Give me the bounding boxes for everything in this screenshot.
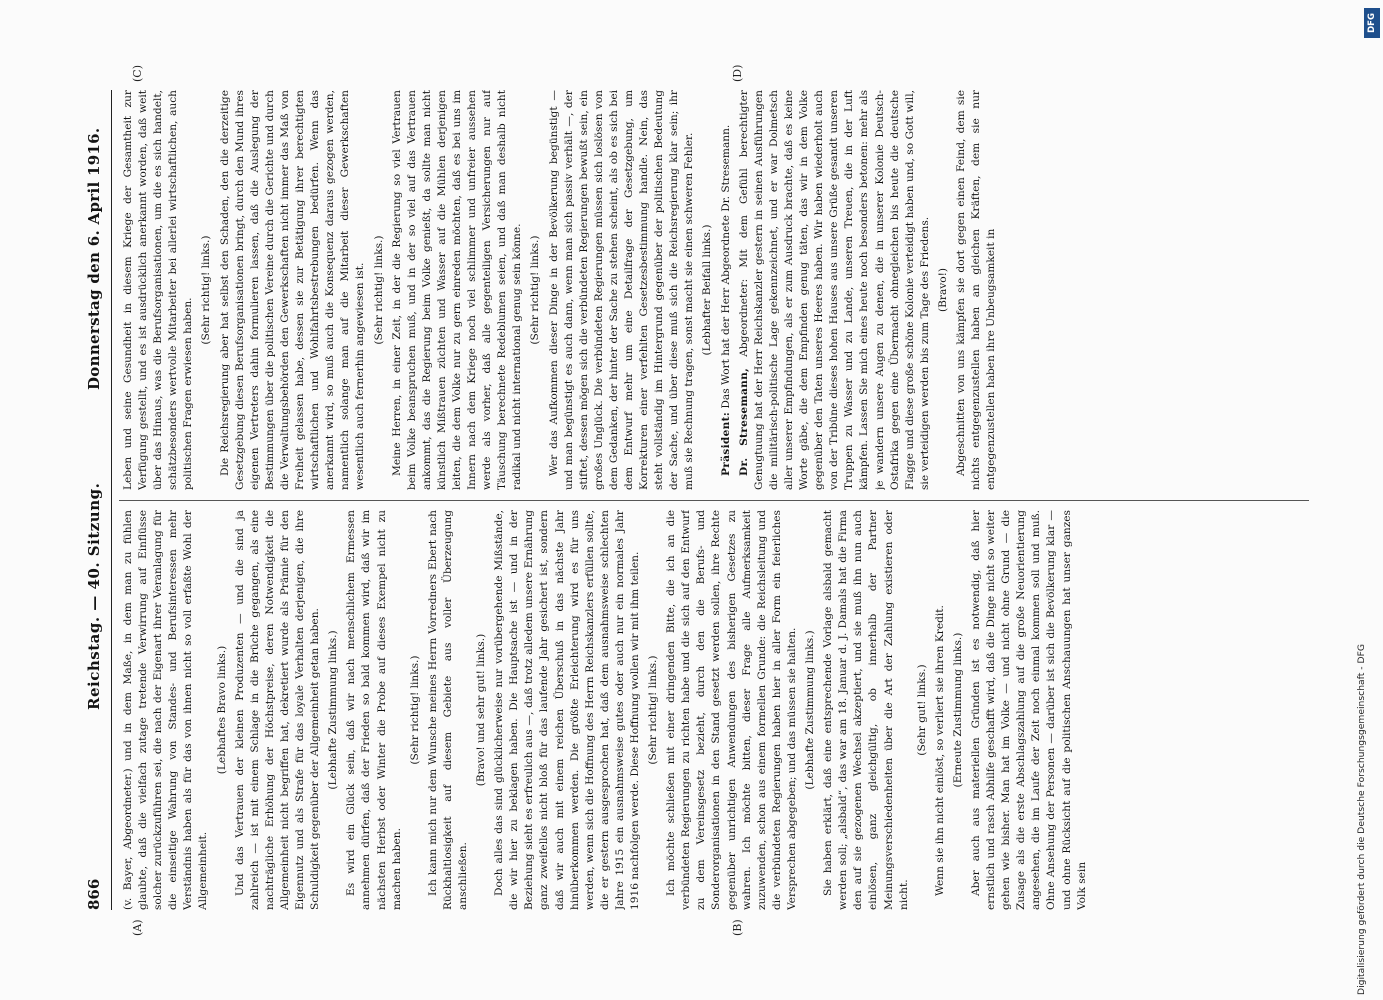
paragraph: Wer das Aufkommen dieser Dinge in der Bevölkerung begünstigt — und man begünstigt es auch dann, wenn man sich passiv verhält —, der stiftet, dessen mögen sich die verbündeten Regierungen bewußt sein, ein großes Unglück. Die verbündeten Regierungen müssen sich loslösen von dem Gedanken, der hinter der Sache zu stehen scheint, als ob es sich bei dem Entwurf mehr um eine Detailfrage der Gesetzgebung, um Korrekturen einer verfehlten Gesetzesbestimmung handle. Nein, das steht vollständig im Hintergrund gegenüber der politischen Bedeutung der Sache, und über diese muß sich die Reichsregierung klar sein; ihr muß sie Rechnung tragen, sonst macht sie einen schweren Fehler.: [547, 90, 696, 490]
left-column: [121, 510, 1301, 910]
column-divider: [119, 500, 1309, 501]
paragraph: Und das Vertrauen der kleinen Produzenten — und die sind ja zahlreich — ist mit einem Schlage in die Brüche gegangen, als eine nachträgliche Erhöhung der Höchstpreise, deren Notwendigkeit die Allgemeinheit nicht begriffen hat, dekretiert wurde als Prämie für den Eigennutz und als Strafe für das loyale Verhalten derjenigen, die ihre Schuldigkeit gegenüber der Allgemeinheit getan haben.: [233, 510, 322, 910]
rotated-page-content: [41, 50, 1341, 950]
president-statement: [719, 90, 734, 490]
stage-direction: (Lebhafte Zustimmung links.): [327, 630, 340, 790]
paragraph: Ich möchte schließen mit einer dringenden Bitte, die ich an die verbündeten Regierungen zu richten habe und die sich auf den Entwurf zu dem Vereinsgesetz bezieht, durch den die Berufs- und Sonderorganisationen in den Stand gesetzt werden sollen, ihre Rechte gegenüber unrichtigen Anwendungen des bisherigen Gesetzes zu wahren. Ich möchte bitten, dieser Frage alle Aufmerksamkeit zuzuwenden, schon aus einem formellen Grunde: die Reichsleitung und die verbündeten Regierungen haben hier in aller Form ein feierliches Versprechen abgegeben; und das müssen sie halten.: [665, 510, 798, 910]
paragraph: Ich kann mich nur dem Wunsche meines Herrn Vorredners Ebert nach Rückhaltlosigkeit auf diesem Gebiete aus voller Überzeugung anschließen.: [426, 510, 469, 910]
paragraph: Doch alles das sind glücklicherweise nur vorübergehende Mißstände, die wir hier zu beklagen haben. Die Hauptsache ist — und in der Beziehung sieht es erfreulich aus —, daß trotz alledem unsere Ernährung ganz zweifellos nicht bloß für das laufende Jahr gesichert ist, sondern daß wir auch mit einem reichen Überschuß in das nächste Jahr hinüberkommen werden. Die größte Erleichterung wird es für uns werden, wenn sich die Hoffnung des Herrn Reichskanzlers erfüllen sollte, die er gestern ausgesprochen hat, daß dem ausnahmsweise schlechten Jahre 1915 ein ausnahmsweise gutes oder auch nur ein normales Jahr 1916 nachfolgen werde. Diese Hoffnung wollen wir mit ihm teilen.: [493, 510, 641, 910]
margin-mark-a: (A): [131, 919, 144, 936]
margin-mark-d: (D): [731, 64, 744, 82]
digitization-credit: Digitalisierung gefördert durch die Deutsche Forschungsgemeinschaft - DFG: [1356, 644, 1367, 995]
margin-mark-c: (C): [131, 65, 144, 82]
page-header: [83, 90, 112, 910]
stage-direction: (Bravo!): [936, 267, 949, 313]
stage-direction: (Sehr richtig! links.): [372, 235, 385, 345]
right-column: [121, 90, 1301, 490]
speaker-name: Präsident:: [719, 411, 732, 476]
paragraph: Die Reichsregierung aber hat selbst den Schaden, den die derzeitige Gesetzgebung diesen Berufsorganisationen bringt, durch den Mund ihres eigenen Vertreters dahin formulieren lassen, daß die Auslegung der Bestimmungen über die politischen Vereine durch die Gerichte und durch die Verwaltungsbehörden den Gewerkschaften nicht immer das Maß von Freiheit gelassen habe, dessen sie zur Betätigung ihrer berechtigten wirtschaftlichen und Wohlfahrtsbestrebungen bedürfen. Wenn das anerkannt wird, so muß auch die Konsequenz daraus gezogen werden, namentlich solange man auf die Mitarbeit dieser Gewerkschaften wesentlich auch fernerhin angewiesen ist.: [218, 90, 367, 490]
session-date: Donnerstag den 6. April 1916.: [85, 127, 103, 390]
speaker-statement: [737, 90, 933, 490]
stage-direction: (Lebhafte Zustimmung links.): [804, 630, 817, 790]
dfg-logo: DFG: [1364, 8, 1380, 38]
paragraph: Leben und seine Gesundheit in diesem Kriege der Gesamtheit zur Verfügung gestellt, und es ist ausdrücklich anerkannt worden, daß weit über das Hinaus, was die Berufsorganisationen, um die es sich handelt, schätzbesonders wertvolle Mitarbeiter bei allerlei wirtschaftlichen, auch politischen Fragen erwiesen haben.: [122, 90, 195, 490]
stage-direction: (Sehr richtig! links.): [529, 235, 542, 345]
stage-direction: (Lebhaftes Bravo links.): [215, 645, 228, 775]
stage-direction: (Bravo! und sehr gut! links.): [475, 633, 488, 787]
margin-mark-b: (B): [731, 919, 744, 936]
stage-direction: (Sehr richtig! links.): [200, 235, 213, 345]
stage-direction: (Sehr richtig! links.): [647, 655, 660, 765]
page-title: Reichstag. — 40. Sitzung.: [85, 482, 103, 710]
speaker-name: Dr. Stresemann,: [737, 367, 750, 476]
stage-direction: (Sehr gut! links.): [915, 664, 928, 756]
paragraph: Es wird ein Glück sein, daß wir nach menschlichem Ermessen annehmen dürfen, daß der Frieden so bald kommen wird, daß wir im nächsten Herbst oder Winter die Probe auf dieses Exempel nicht zu machen haben.: [345, 510, 403, 910]
stage-direction: (Sehr richtig! links.): [408, 655, 421, 765]
paragraph: Wenn sie ihn nicht einlöst, so verliert sie ihren Kredit.: [933, 605, 946, 896]
paragraph: Abgeschnitten von uns kämpfen sie dort gegen einen Feind, dem sie nichts entgegenzustellen haben an gleichen Kräften, dem sie nur entgegenzustellen haben ihre Unbeugsamkeit in: [954, 90, 998, 490]
statement-text: Abgeordneter: Mit dem Gefühl berechtigter Genugtuung hat der Herr Reichskanzler gestern in seinen Ausführungen die militärisch-politische Lage gekennzeichnet, und er war Dolmetsch aller unserer Empfindungen, als er zum Ausdruck brachte, daß es keine Worte gäbe, die dem Empfinden genug täten, das wir in dem Volke gegenüber den Taten unseres Heeres haben. Wir haben wiederholt auch von der Tribüne dieses hohen Hauses aus unsere Grüße gesandt unseren Truppen zu Wasser und zu Lande, unseren Treuen, die in der Luft kämpfen. Lassen Sie mich eines heute noch besonders betonen: mehr als je wandern unsere Augen zu denen, die in unserer Kolonie Deutsch-Ostafrika gegen eine Übermacht ohnegleichen bis heute die deutsche Flagge und diese große schöne Kolonie verteidigt haben und, so Gott will, sie verteidigen werden bis zum Tage des Friedens.: [737, 90, 931, 490]
page-number: 866: [85, 878, 103, 910]
stage-direction: (Erneute Zustimmung links.): [951, 632, 964, 788]
paragraph: Meine Herren, in einer Zeit, in der die Regierung so viel Vertrauen beim Volke beanspruchen muß, und in der so viel auf das Vertrauen ankommt, das die Regierung beim Volke genießt, da sollte man nicht künstlich Mißtrauen züchten und Wasser auf die Mühlen derjenigen leiten, die dem Volke nur zu gern einreden möchten, daß es bei uns im Innern nach dem Kriege noch viel schlimmer und unfreier aussehen werde als vorher, daß alle gegenteiligen Versicherungen nur auf Täuschung berechnete Redeblumen seien, und daß man deshalb nicht radikal und nicht international genug sein könne.: [390, 90, 524, 490]
paragraph: (v. Bayer, Abgeordneter.) und in dem Maße, in dem man zu fühlen glaubte, daß die vielfach zutage tretende Verwirrung auf Einflüsse solcher zurückzuführen sei, die nach der Eigenart ihrer Veranlagung für die einseitige Wahrung von Standes- und Berufsinteressen mehr Verständnis haben als für das von ihnen nicht so voll erfaßte Wohl der Allgemeinheit.: [122, 510, 210, 910]
statement-text: Das Wort hat der Herr Abgeordnete Dr. Stresemann.: [719, 124, 732, 409]
paragraph: Sie haben erklärt, daß eine entsprechende Vorlage alsbald gemacht werden soll; „alsbald“, das war am 18. Januar d. J. Damals hat die Firma den auf sie gezogenen Wechsel akzeptiert, und sie muß ihn nun auch einlösen, ganz gleichgültig, ob innerhalb der Partner Meinungsverschiedenheiten über die Art der Zahlung existieren oder nicht.: [822, 510, 910, 910]
stage-direction: (Lebhafter Beifall links.): [701, 224, 714, 356]
paragraph: Aber auch aus materiellen Gründen ist es notwendig, daß hier ernstlich und rasch Abhilfe geschafft wird, daß die Dinge nicht so weiter gehen wie bisher. Man hat im Volke — und nicht ohne Grund — die Zusage als die erste Abschlagszahlung auf die große Neuorientierung angesehen, die im Laufe der Zeit noch einmal kommen soll und muß. Ohne Ansehung der Personen — darüber ist sich die Bevölkerung klar — und ohne Rücksicht auf die politischen Anschauungen hat unser ganzes Volk sein: [969, 510, 1088, 910]
